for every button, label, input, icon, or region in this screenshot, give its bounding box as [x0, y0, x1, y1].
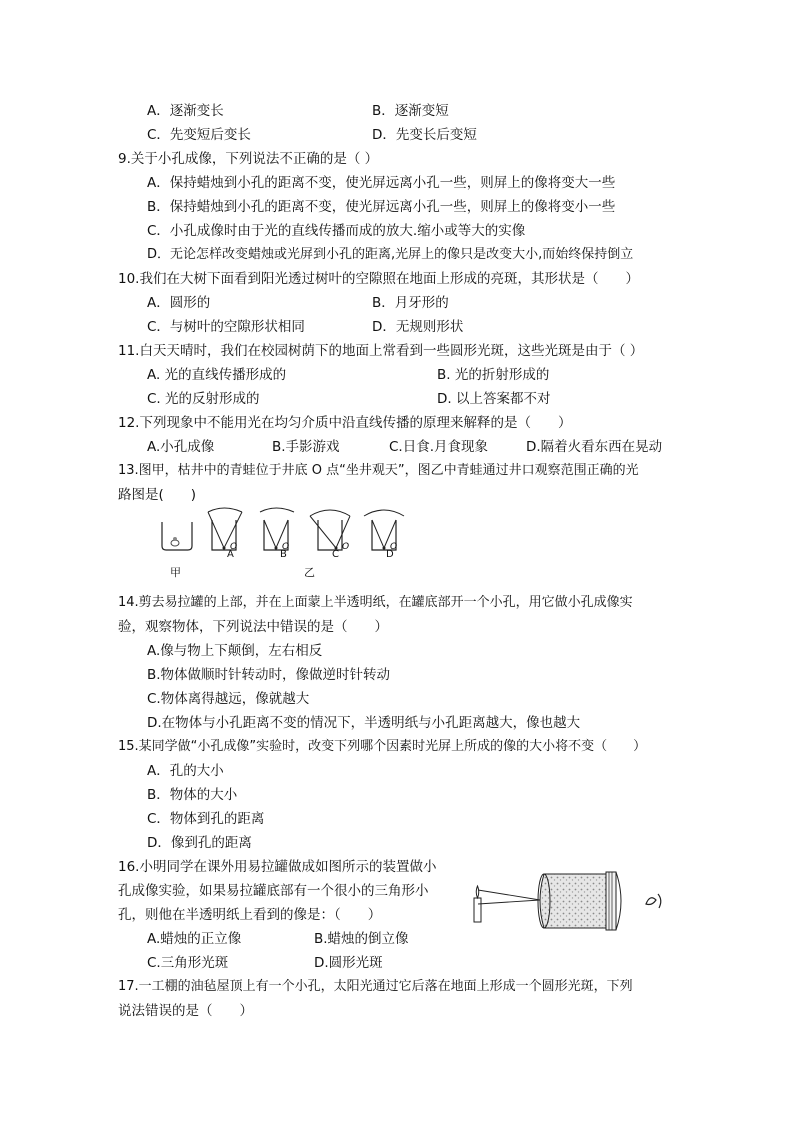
q8-option-d: D．先变长后变短	[372, 127, 477, 143]
q12-option-a: A.小孔成像	[147, 439, 215, 455]
q14-option-a: A.像与物上下颠倒，左右相反	[147, 643, 323, 659]
q13-fig-jia: 甲	[170, 566, 181, 579]
q15-option-a: A．孔的大小	[147, 763, 224, 779]
q15-option-d: D．像到孔的距离	[147, 835, 252, 851]
q9-option-d: D．无论怎样改变蜡烛或光屏到小孔的距离,光屏上的像只是改变大小,而始终保持倒立	[147, 247, 634, 262]
q12-option-c: C.日食.月食现象	[389, 439, 489, 455]
q9-option-a: A．保持蜡烛到小孔的距离不变，使光屏远离小孔一些，则屏上的像将变大一些	[147, 175, 616, 191]
q12-option-d: D.隔着火看东西在晃动	[526, 439, 663, 455]
q8-option-a: A．逐渐变长	[147, 103, 224, 119]
q12-option-b: B.手影游戏	[272, 439, 340, 455]
q9-stem: 9.关于小孔成像，下列说法不正确的是（ ）	[118, 151, 379, 167]
q16-option-d: D.圆形光斑	[314, 955, 383, 971]
q13-label-option: A	[227, 549, 234, 560]
q17-stem-line2: 说法错误的是（ ）	[118, 1003, 253, 1019]
q13-point-o: O	[230, 542, 238, 552]
q16-can-figure	[466, 864, 676, 936]
q16-stem-line1: 16.小明同学在课外用易拉罐做成如图所示的装置做小	[118, 859, 437, 875]
q10-stem: 10.我们在大树下面看到阳光透过树叶的空隙照在地面上形成的亮斑，其形状是（ ）	[118, 271, 639, 287]
q10-option-a: A．圆形的	[147, 295, 211, 311]
q14-stem-line2: 验，观察物体，下列说法中错误的是（ ）	[118, 619, 388, 635]
q16-option-a: A.蜡烛的正立像	[147, 931, 242, 947]
q15-option-b: B．物体的大小	[147, 787, 238, 803]
q16-stem-line3: 孔，则他在半透明纸上看到的像是：（ ）	[118, 907, 382, 923]
q10-option-c: C．与树叶的空隙形状相同	[147, 319, 305, 335]
q11-option-c: C. 光的反射形成的	[147, 391, 260, 407]
q17-stem-line1: 17.一工棚的油毡屋顶上有一个小孔，太阳光通过它后落在地面上形成一个圆形光斑，下列	[118, 979, 633, 994]
q8-option-b: B．逐渐变短	[372, 103, 449, 119]
can-icon	[538, 872, 621, 930]
q9-option-c: C．小孔成像时由于光的直线传播而成的放大.缩小或等大的实像	[147, 223, 526, 239]
q16-option-c: C.三角形光斑	[147, 955, 229, 971]
q9-option-b: B．保持蜡烛到小孔的距离不变，使光屏远离小孔一些，则屏上的像将变小一些	[147, 199, 616, 215]
q10-option-d: D．无规则形状	[372, 319, 464, 335]
eye-icon	[646, 894, 661, 908]
q8-option-c: C．先变短后变长	[147, 127, 251, 143]
q14-stem-line1: 14.剪去易拉罐的上部，并在上面蒙上半透明纸，在罐底部开一个小孔，用它做小孔成像实	[118, 595, 633, 610]
q15-stem: 15.某同学做“小孔成像”实验时，改变下列哪个因素时光屏上所成的像的大小将不变（ ）	[118, 739, 647, 754]
q13-point-o: O	[342, 542, 350, 552]
q13-fig-yi: 乙	[304, 566, 315, 579]
q13-stem-line2: 路图是( )	[118, 487, 197, 503]
q11-stem: 11.白天天晴时，我们在校园树荫下的地面上常看到一些圆形光斑，这些光斑是由于（ ）	[118, 343, 644, 359]
q13-point-o: O	[390, 542, 398, 552]
q13-point-o: O	[282, 542, 290, 552]
q14-option-d: D.在物体与小孔距离不变的情况下，半透明纸与小孔距离越大，像也越大	[147, 715, 581, 731]
q13-label-option: C	[332, 549, 339, 560]
q15-option-c: C．物体到孔的距离	[147, 811, 265, 827]
q13-stem-line1: 13.图甲，枯井中的青蛙位于井底 O 点“坐井观天”，图乙中青蛙通过井口观察范围正确的光	[118, 463, 639, 478]
q16-option-b: B.蜡烛的倒立像	[314, 931, 409, 947]
q11-option-d: D. 以上答案都不对	[437, 391, 551, 407]
q13-label-option: D	[386, 549, 394, 560]
q11-option-b: B. 光的折射形成的	[437, 367, 550, 383]
q13-well-jia	[162, 522, 192, 550]
q14-option-c: C.物体离得越远，像就越大	[147, 691, 310, 707]
q10-option-b: B．月牙形的	[372, 295, 449, 311]
q13-diagram-d	[364, 510, 404, 550]
q13-well-figure	[150, 510, 420, 570]
q13-label-option: B	[280, 549, 287, 560]
q16-stem-line2: 孔成像实验，如果易拉罐底部有一个很小的三角形小	[118, 883, 429, 899]
q14-option-b: B.物体做顺时针转动时，像做逆时针转动	[147, 667, 391, 683]
q12-stem: 12.下列现象中不能用光在均匀介质中沿直线传播的原理来解释的是（ ）	[118, 415, 572, 431]
q11-option-a: A. 光的直线传播形成的	[147, 367, 287, 383]
